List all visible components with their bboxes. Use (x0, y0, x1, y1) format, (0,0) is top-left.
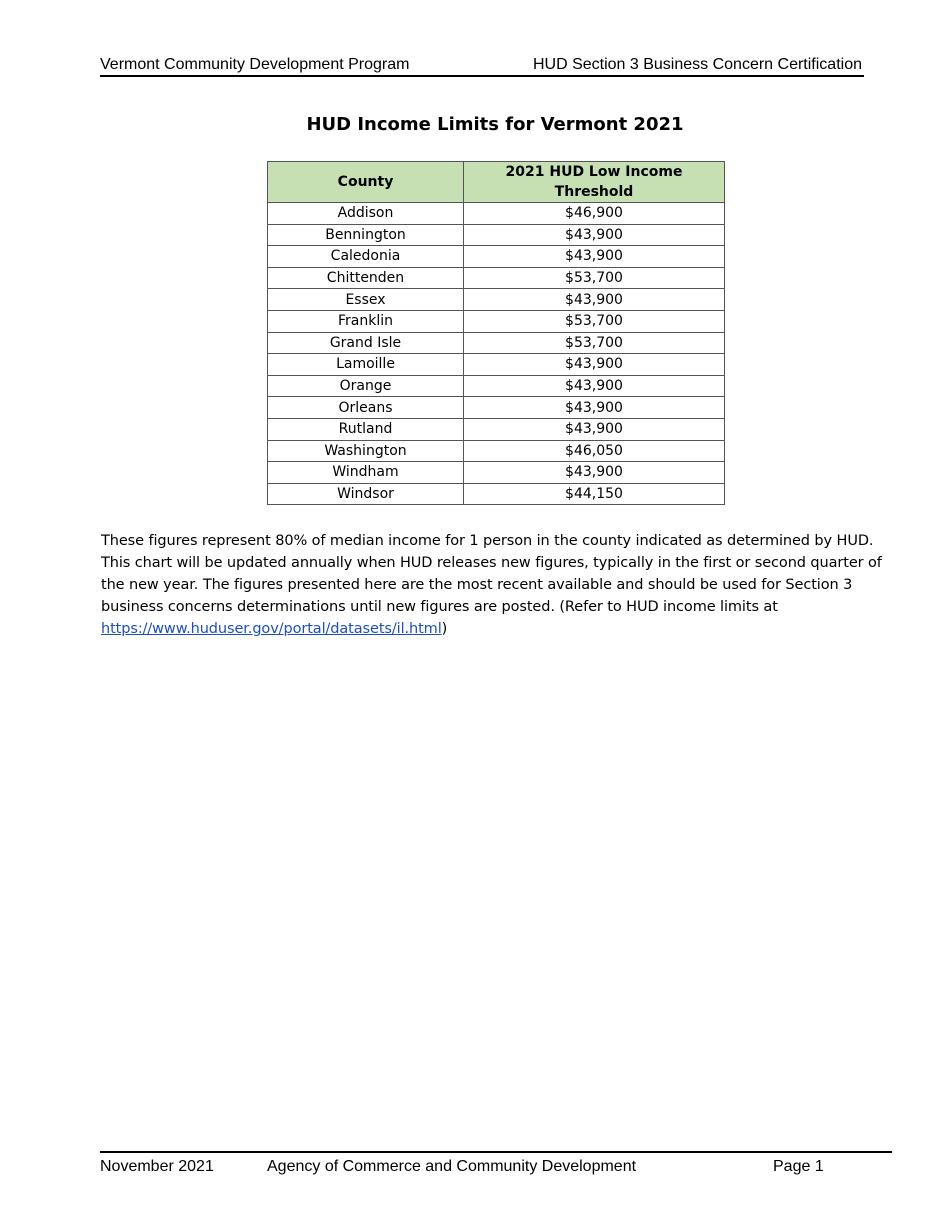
county-cell: Lamoille (268, 354, 464, 376)
income-limits-table (267, 161, 725, 505)
threshold-cell: $43,900 (464, 354, 725, 376)
table-row (268, 246, 725, 268)
column-header-county: County (268, 162, 464, 203)
huduser-link[interactable]: https://www.huduser.gov/portal/datasets/il.html (101, 621, 442, 637)
threshold-cell: $43,900 (464, 418, 725, 440)
table-row (268, 375, 725, 397)
table-row (268, 483, 725, 505)
footer-agency: Agency of Commerce and Community Development (267, 1158, 637, 1175)
county-cell: Grand Isle (268, 332, 464, 354)
footer-page-number: Page 1 (773, 1158, 824, 1175)
table-header-row (268, 162, 725, 203)
county-cell: Essex (268, 289, 464, 311)
table-row (268, 332, 725, 354)
county-cell: Orleans (268, 397, 464, 419)
county-cell: Windsor (268, 483, 464, 505)
county-cell: Bennington (268, 224, 464, 246)
county-cell: Rutland (268, 418, 464, 440)
table-row (268, 267, 725, 289)
explanatory-note (101, 530, 891, 640)
table-row (268, 310, 725, 332)
county-cell: Franklin (268, 310, 464, 332)
threshold-cell: $43,900 (464, 397, 725, 419)
page-title: HUD Income Limits for Vermont 2021 (306, 114, 684, 135)
table-row (268, 203, 725, 225)
table-row (268, 224, 725, 246)
table-row (268, 354, 725, 376)
table-row (268, 440, 725, 462)
header-certification: HUD Section 3 Business Concern Certification (532, 56, 862, 73)
table-row (268, 418, 725, 440)
threshold-cell: $43,900 (464, 224, 725, 246)
threshold-cell: $43,900 (464, 289, 725, 311)
column-header-threshold: 2021 HUD Low Income Threshold (464, 162, 725, 203)
table-row (268, 462, 725, 484)
threshold-cell: $46,900 (464, 203, 725, 225)
threshold-cell: $46,050 (464, 440, 725, 462)
page-footer (100, 1151, 892, 1179)
county-cell: Addison (268, 203, 464, 225)
threshold-cell: $43,900 (464, 462, 725, 484)
county-cell: Orange (268, 375, 464, 397)
note-close-paren: ) (441, 621, 448, 637)
threshold-cell: $43,900 (464, 375, 725, 397)
threshold-cell: $53,700 (464, 310, 725, 332)
note-text: These figures represent 80% of median income for 1 person in the county indicated as determined by HUD. This chart will be updated annually when HUD releases new figures, typically in the first or second quarter of the new year. The figures presented here are the most recent available and should be used for Section 3 business concerns determinations until new figures are posted. (Refer to HUD income limits at (101, 533, 882, 615)
threshold-cell: $53,700 (464, 332, 725, 354)
county-cell: Windham (268, 462, 464, 484)
threshold-cell: $53,700 (464, 267, 725, 289)
table-row (268, 397, 725, 419)
table-row (268, 289, 725, 311)
county-cell: Caledonia (268, 246, 464, 268)
footer-date: November 2021 (100, 1158, 214, 1175)
threshold-cell: $43,900 (464, 246, 725, 268)
county-cell: Chittenden (268, 267, 464, 289)
header-program: Vermont Community Development Program (100, 56, 410, 73)
page-header (100, 55, 864, 77)
county-cell: Washington (268, 440, 464, 462)
threshold-cell: $44,150 (464, 483, 725, 505)
